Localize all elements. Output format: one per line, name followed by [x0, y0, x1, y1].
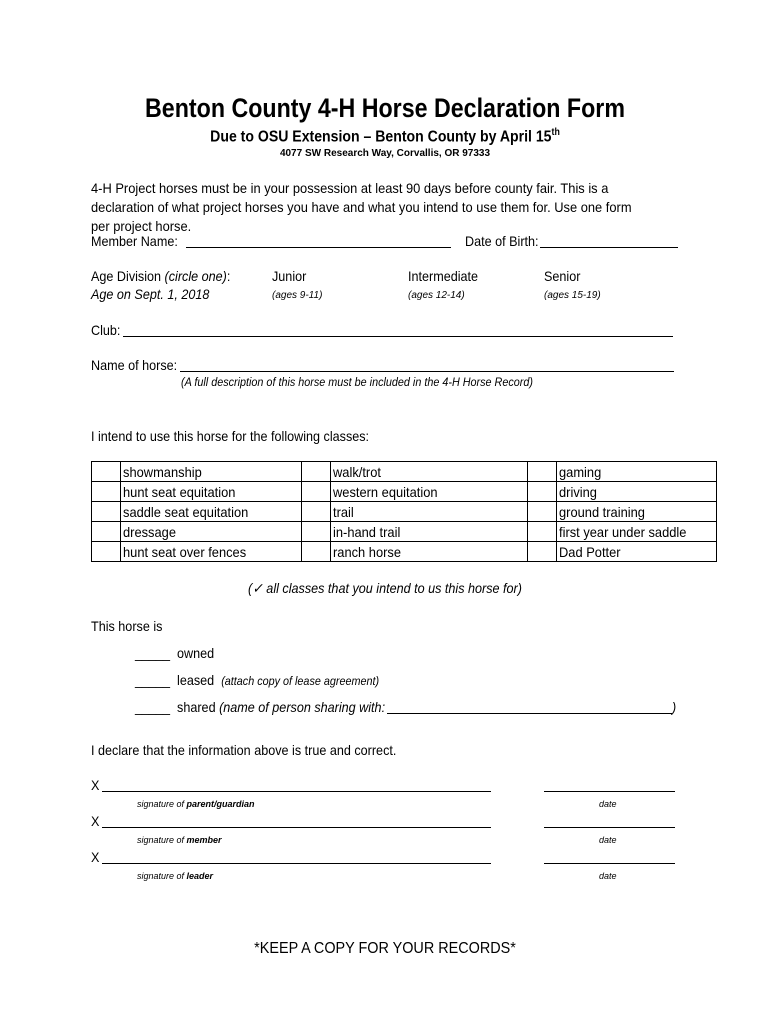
- checkbox-cell[interactable]: [92, 542, 121, 562]
- shared-hint: (name of person sharing with:: [219, 699, 386, 715]
- checkbox-cell[interactable]: [528, 542, 557, 562]
- member-signature-caption: signature of member: [137, 835, 222, 845]
- parent-signature-line[interactable]: [102, 791, 491, 792]
- age-division-label: [91, 268, 230, 284]
- checkbox-cell[interactable]: [528, 462, 557, 482]
- leader-date-caption: date: [599, 871, 617, 881]
- form-title: Benton County 4-H Horse Declaration Form: [145, 93, 625, 123]
- owned-option[interactable]: [135, 645, 214, 661]
- signature-x: X: [91, 849, 100, 865]
- age-division-text: Age Division: [91, 268, 162, 284]
- checkbox-cell[interactable]: [302, 462, 331, 482]
- member-name-label: Member Name:: [91, 233, 178, 249]
- form-subtitle: [46, 127, 724, 146]
- checkbox-cell[interactable]: [528, 502, 557, 522]
- dob-label: Date of Birth:: [465, 233, 539, 249]
- table-row: [92, 502, 717, 522]
- age-division-colon: :: [226, 268, 231, 284]
- signature-x: X: [91, 777, 100, 793]
- intro-paragraph: 4-H Project horses must be in your possession at least 90 days before county fair. This is a declaration of what project horses you have and what you intend to use them for. Use one form per project horse.: [91, 180, 632, 234]
- dob-field[interactable]: [540, 247, 678, 248]
- member-name-field[interactable]: [186, 247, 451, 248]
- subtitle-text: Due to OSU Extension – Benton County by April 15: [210, 128, 552, 146]
- checkbox-cell[interactable]: [92, 502, 121, 522]
- division-intermediate[interactable]: Intermediate: [408, 268, 479, 284]
- keep-copy-footer: *KEEP A COPY FOR YOUR RECORDS*: [254, 940, 516, 957]
- class-cell: walk/trot: [331, 462, 528, 482]
- parent-date-line[interactable]: [544, 791, 675, 792]
- division-intermediate-ages: (ages 12-14): [408, 290, 465, 301]
- parent-date-caption: date: [599, 799, 617, 809]
- checkbox-cell[interactable]: [302, 482, 331, 502]
- classes-intro: I intend to use this horse for the following classes:: [91, 428, 370, 444]
- class-cell: saddle seat equitation: [121, 502, 302, 522]
- checkbox-cell[interactable]: [92, 482, 121, 502]
- leased-option[interactable]: [135, 672, 379, 688]
- shared-close: ): [672, 699, 677, 715]
- class-cell: showmanship: [121, 462, 302, 482]
- member-date-caption: date: [599, 835, 617, 845]
- checkbox-cell[interactable]: [92, 522, 121, 542]
- table-row: [92, 482, 717, 502]
- table-row: [92, 542, 717, 562]
- classes-table: [91, 461, 717, 562]
- class-cell: ground training: [557, 502, 717, 522]
- shared-option[interactable]: [135, 699, 385, 715]
- shared-name-field[interactable]: [387, 713, 672, 714]
- checkmark-icon: ✓: [252, 580, 263, 596]
- club-label: Club:: [91, 322, 121, 338]
- checkbox-cell[interactable]: [302, 522, 331, 542]
- owned-blank[interactable]: _____: [135, 645, 171, 661]
- class-cell: in-hand trail: [331, 522, 528, 542]
- checkbox-cell[interactable]: [302, 542, 331, 562]
- table-row: [92, 522, 717, 542]
- checkbox-cell[interactable]: [528, 522, 557, 542]
- owned-label: owned: [177, 645, 215, 661]
- note-text: all classes that you intend to us this horse for): [262, 580, 522, 596]
- division-junior-ages: (ages 9-11): [272, 290, 323, 301]
- class-cell: hunt seat equitation: [121, 482, 302, 502]
- club-field[interactable]: [123, 336, 673, 337]
- shared-label: shared: [177, 699, 216, 715]
- parent-signature-caption: signature of parent/guardian: [137, 799, 255, 809]
- leased-hint: (attach copy of lease agreement): [221, 674, 380, 688]
- class-cell: driving: [557, 482, 717, 502]
- shared-blank[interactable]: _____: [135, 699, 171, 715]
- class-cell: Dad Potter: [557, 542, 717, 562]
- classes-note: [39, 580, 732, 597]
- class-cell: western equitation: [331, 482, 528, 502]
- class-cell: dressage: [121, 522, 302, 542]
- subtitle-sup: th: [551, 127, 560, 138]
- leader-signature-line[interactable]: [102, 863, 491, 864]
- class-cell: trail: [331, 502, 528, 522]
- leader-signature-caption: signature of leader: [137, 871, 214, 881]
- ownership-label: This horse is: [91, 618, 163, 634]
- horse-name-label: Name of horse:: [91, 357, 178, 373]
- class-cell: gaming: [557, 462, 717, 482]
- age-on-date: Age on Sept. 1, 2018: [91, 286, 210, 302]
- table-row: [92, 462, 717, 482]
- leased-label: leased: [177, 672, 215, 688]
- horse-description-note: (A full description of this horse must be included in the 4-H Horse Record): [181, 375, 533, 389]
- age-division-hint: (circle one): [164, 268, 227, 284]
- leader-date-line[interactable]: [544, 863, 675, 864]
- division-senior-ages: (ages 15-19): [544, 290, 601, 301]
- class-cell: hunt seat over fences: [121, 542, 302, 562]
- class-cell: first year under saddle: [557, 522, 717, 542]
- checkbox-cell[interactable]: [528, 482, 557, 502]
- address: 4077 SW Research Way, Corvallis, OR 97333: [279, 148, 491, 159]
- division-senior[interactable]: Senior: [544, 268, 581, 284]
- division-junior[interactable]: Junior: [272, 268, 307, 284]
- declaration-text: I declare that the information above is true and correct.: [91, 742, 397, 758]
- note-open: (: [248, 580, 253, 596]
- member-signature-line[interactable]: [102, 827, 491, 828]
- checkbox-cell[interactable]: [92, 462, 121, 482]
- leased-blank[interactable]: _____: [135, 672, 171, 688]
- horse-name-field[interactable]: [180, 371, 674, 372]
- class-cell: ranch horse: [331, 542, 528, 562]
- member-date-line[interactable]: [544, 827, 675, 828]
- checkbox-cell[interactable]: [302, 502, 331, 522]
- signature-x: X: [91, 813, 100, 829]
